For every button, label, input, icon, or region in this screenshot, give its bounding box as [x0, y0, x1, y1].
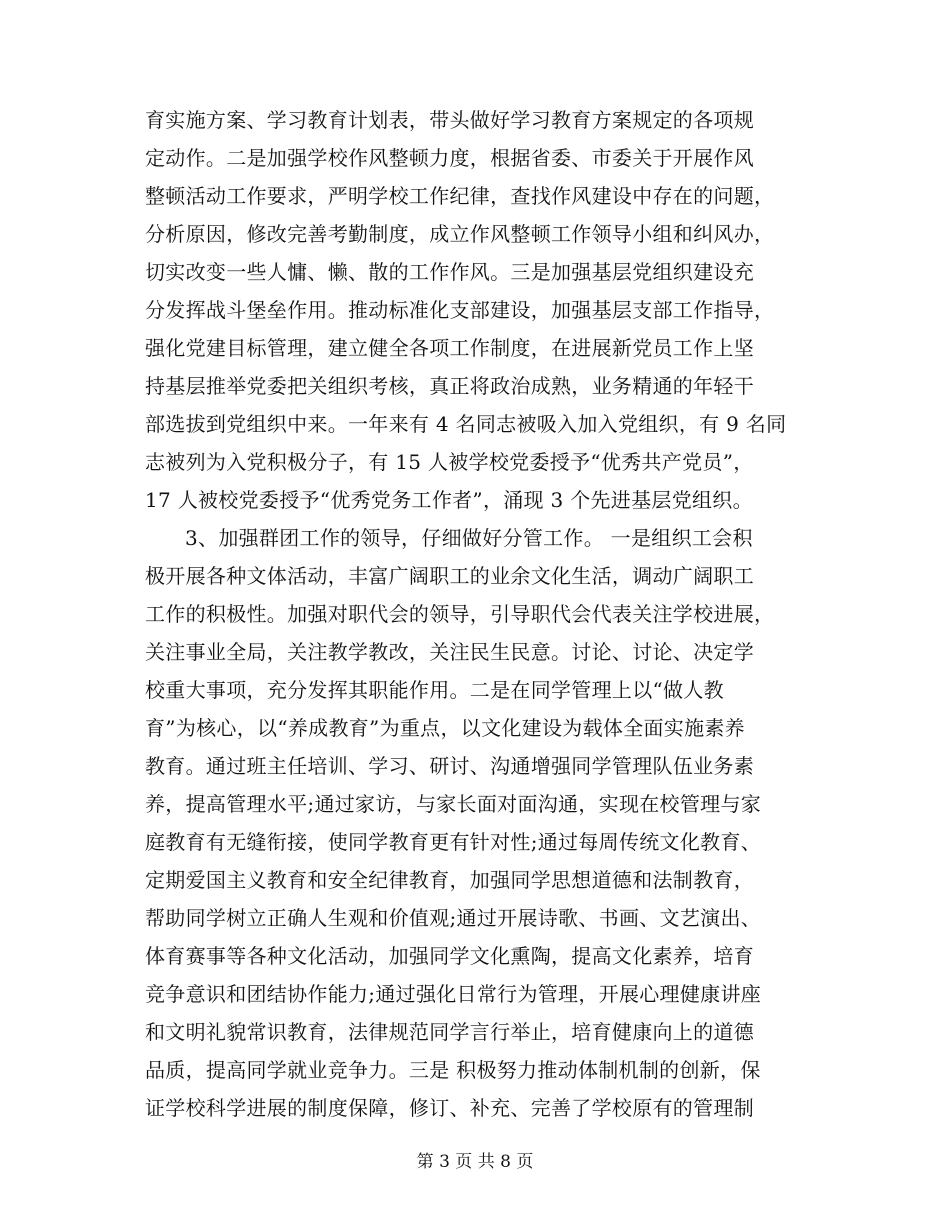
- body-text-line: 关注事业全局，关注教学教改，关注民生民意。讨论、讨论、决定学: [145, 640, 754, 664]
- section-heading-line: 3、加强群团工作的领导，仔细做好分管工作。 一是组织工会积: [185, 526, 753, 550]
- body-text-line: 志被列为入党积极分子，有 15 人被学校党委授予“优秀共产党员”，: [145, 450, 754, 474]
- body-text-line: 切实改变一些人慵、懒、散的工作作风。三是加强基层党组织建设充: [145, 260, 754, 284]
- body-text-line: 17 人被校党委授予“优秀党务工作者”，涌现 3 个先进基层党组织。: [145, 488, 753, 512]
- body-text-line: 强化党建目标管理，建立健全各项工作制度，在进展新党员工作上坚: [145, 336, 754, 360]
- page-number-footer: 第 3 页 共 8 页: [416, 1152, 534, 1172]
- body-text-line: 校重大事项，充分发挥其职能作用。二是在同学管理上以“做人教: [145, 678, 724, 702]
- body-text-line: 极开展各种文体活动，丰富广阔职工的业余文化生活，调动广阔职工: [145, 564, 754, 588]
- body-text-line: 证学校科学进展的制度保障，修订、补充、完善了学校原有的管理制: [145, 1096, 754, 1120]
- body-text-line: 育”为核心，以“养成教育”为重点，以文化建设为载体全面实施素养: [145, 716, 745, 740]
- body-text-line: 育实施方案、学习教育计划表，带头做好学习教育方案规定的各项规: [145, 108, 754, 132]
- body-text-line: 教育。通过班主任培训、学习、研讨、沟通增强同学管理队伍业务素: [145, 754, 754, 778]
- body-text-line: 和文明礼貌常识教育，法律规范同学言行举止，培育健康向上的道德: [145, 1020, 754, 1044]
- body-text-line: 分发挥战斗堡垒作用。推动标准化支部建设，加强基层支部工作指导，: [145, 298, 775, 322]
- body-text-line: 体育赛事等各种文化活动，加强同学文化熏陶，提高文化素养，培育: [145, 944, 754, 968]
- body-text-line: 品质，提高同学就业竞争力。三是 积极努力推动体制机制的创新，保: [145, 1058, 761, 1082]
- body-text-line: 整顿活动工作要求，严明学校工作纪律，查找作风建设中存在的问题，: [145, 184, 775, 208]
- body-text-line: 帮助同学树立正确人生观和价值观;通过开展诗歌、书画、文艺演出、: [145, 906, 762, 930]
- body-text-line: 部选拔到党组织中来。一年来有 4 名同志被吸入加入党组织，有 9 名同: [145, 412, 787, 436]
- body-text-line: 分析原因，修改完善考勤制度，成立作风整顿工作领导小组和纠风办，: [145, 222, 775, 246]
- body-text-line: 竞争意识和团结协作能力;通过强化日常行为管理，开展心理健康讲座: [145, 982, 762, 1006]
- body-text-line: 庭教育有无缝衔接，使同学教育更有针对性;通过每周传统文化教育、: [145, 830, 762, 854]
- body-text-line: 养，提高管理水平;通过家访，与家长面对面沟通，实现在校管理与家: [145, 792, 762, 816]
- body-text-line: 定期爱国主义教育和安全纪律教育，加强同学思想道德和法制教育，: [145, 868, 754, 892]
- body-text-line: 持基层推举党委把关组织考核，真正将政治成熟，业务精通的年轻干: [145, 374, 754, 398]
- body-text-line: 定动作。二是加强学校作风整顿力度，根据省委、市委关于开展作风: [145, 146, 754, 170]
- body-text-line: 工作的积极性。加强对职代会的领导，引导职代会代表关注学校进展，: [145, 602, 775, 626]
